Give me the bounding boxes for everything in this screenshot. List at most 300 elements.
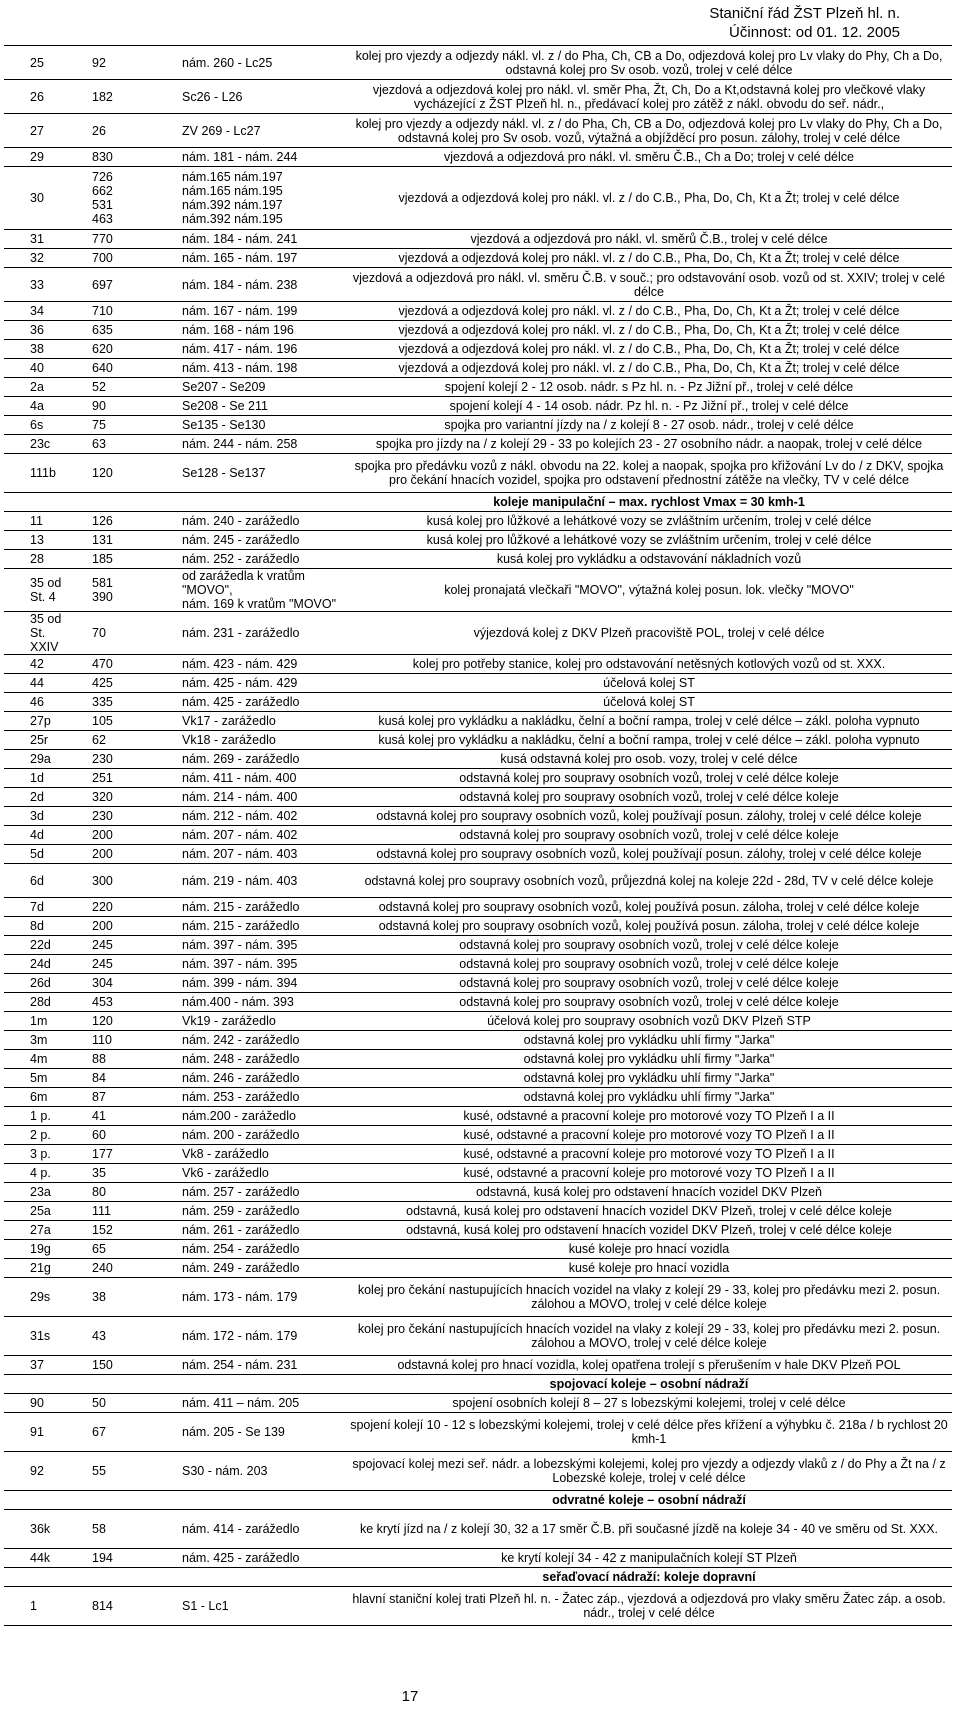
length-cell: 581 390 [66,569,152,612]
purpose-cell: spojka pro jízdy na / z kolejí 29 - 33 po kolejích 23 - 27 osobního nádr. a naopak, trolej v celé délce [346,435,952,454]
length-cell: 52 [66,378,152,397]
purpose-cell: kolej pro vjezdy a odjezdy nákl. vl. z / do Pha, Ch, CB a Do, odjezdová kolej pro Lv vlaky do Phy, Ch a Do, odstavná kolej pro Sv osob. vozů, trolej v celé délce [346,46,952,80]
range-cell: nám. 411 – nám. 205 [152,1394,346,1413]
purpose-cell: kusé, odstavné a pracovní koleje pro motorové vozy TO Plzeň I a II [346,1107,952,1126]
table-row [4,167,952,230]
length-cell: 62 [66,731,152,750]
length-cell: 425 [66,674,152,693]
purpose-cell: vjezdová a odjezdová kolej pro nákl. vl. z / do C.B., Pha, Do, Ch, Kt a Žt; trolej v celé délce [346,359,952,378]
length-cell: 111 [66,1202,152,1221]
length-cell: 335 [66,693,152,712]
table-row [4,1183,952,1202]
range-cell: nám. 254 - zarážedlo [152,1240,346,1259]
track-number-cell: 21g [4,1259,66,1278]
range-cell: nám. 423 - nám. 429 [152,655,346,674]
range-cell: nám. 254 - nám. 231 [152,1356,346,1375]
track-table [4,45,952,1626]
table-row [4,80,952,114]
purpose-cell: odstavná kolej pro soupravy osobních vozů, trolej v celé délce koleje [346,993,952,1012]
purpose-cell: odstavná kolej pro vykládku uhlí firmy "Jarka" [346,1050,952,1069]
track-number-cell: 90 [4,1394,66,1413]
track-number-cell: 5d [4,845,66,864]
range-cell: Se128 - Se137 [152,454,346,493]
section-spacer [4,1568,346,1587]
range-cell: nám. 214 - nám. 400 [152,788,346,807]
track-number-cell: 28 [4,550,66,569]
length-cell: 38 [66,1278,152,1317]
track-number-cell: 29 [4,148,66,167]
purpose-cell: kusé koleje pro hnací vozidla [346,1240,952,1259]
length-cell: 230 [66,807,152,826]
length-cell: 58 [66,1510,152,1549]
range-cell: nám. 413 - nám. 198 [152,359,346,378]
purpose-cell: odstavná kolej pro soupravy osobních vozů, průjezdná kolej na koleje 22d - 28d, TV v celé délce koleje [346,864,952,898]
purpose-cell: kusá kolej pro lůžkové a lehátkové vozy se zvláštním určením, trolej v celé délce [346,512,952,531]
length-cell: 65 [66,1240,152,1259]
table-row [4,1259,952,1278]
track-number-cell: 23a [4,1183,66,1202]
length-cell: 245 [66,936,152,955]
purpose-cell: vjezdová a odjezdová pro nákl. vl. směru Č.B. v souč.; pro odstavování osob. vozů od st. XXIV; trolej v celé délce [346,268,952,302]
range-cell: nám. 248 - zarážedlo [152,1050,346,1069]
range-cell: nám. 168 - nám 196 [152,321,346,340]
purpose-cell: odstavná kolej pro hnací vozidla, kolej opatřena trolejí s přerušením v hale DKV Plzeň POL [346,1356,952,1375]
table-row [4,1050,952,1069]
table-row [4,731,952,750]
length-cell: 251 [66,769,152,788]
range-cell: nám. 205 - Se 139 [152,1413,346,1452]
table-row [4,1413,952,1452]
purpose-cell: odstavná, kusá kolej pro odstavení hnacích vozidel DKV Plzeň, trolej v celé délce koleje [346,1202,952,1221]
range-cell: nám. 181 - nám. 244 [152,148,346,167]
section-spacer [4,1375,346,1394]
purpose-cell: vjezdová a odjezdová pro nákl. vl. směrů Č.B., trolej v celé délce [346,230,952,249]
purpose-cell: ke krytí jízd na / z kolejí 30, 32 a 17 směr Č.B. při současné jízdě na koleje 34 - 40 ve směru od St. XXX. [346,1510,952,1549]
range-cell: nám. 215 - zarážedlo [152,917,346,936]
track-number-cell: 29s [4,1278,66,1317]
table-row [4,1145,952,1164]
track-number-cell: 34 [4,302,66,321]
length-cell: 120 [66,454,152,493]
length-cell: 105 [66,712,152,731]
table-row [4,807,952,826]
length-cell: 453 [66,993,152,1012]
track-number-cell: 44k [4,1549,66,1568]
range-cell: nám. 417 - nám. 196 [152,340,346,359]
table-row [4,864,952,898]
track-number-cell: 11 [4,512,66,531]
track-number-cell: 4m [4,1050,66,1069]
purpose-cell: odstavná kolej pro soupravy osobních vozů, kolej používají posun. zálohy, trolej v celé délce koleje [346,845,952,864]
purpose-cell: kusé koleje pro hnací vozidla [346,1259,952,1278]
range-cell: nám. 397 - nám. 395 [152,955,346,974]
length-cell: 304 [66,974,152,993]
length-cell: 126 [66,512,152,531]
purpose-cell: odstavná kolej pro soupravy osobních vozů, trolej v celé délce koleje [346,955,952,974]
range-cell: nám. 219 - nám. 403 [152,864,346,898]
range-cell: nám. 425 - zarážedlo [152,693,346,712]
length-cell: 182 [66,80,152,114]
purpose-cell: kusá odstavná kolej pro osob. vozy, trolej v celé délce [346,750,952,769]
range-cell: nám. 244 - nám. 258 [152,435,346,454]
track-number-cell: 38 [4,340,66,359]
track-number-cell: 27 [4,114,66,148]
table-row [4,1452,952,1491]
range-cell: nám. 252 - zarážedlo [152,550,346,569]
range-cell: nám. 200 - zarážedlo [152,1126,346,1145]
range-cell: Se135 - Se130 [152,416,346,435]
length-cell: 700 [66,249,152,268]
table-row [4,936,952,955]
track-number-cell: 4a [4,397,66,416]
range-cell: Vk19 - zarážedlo [152,1012,346,1031]
table-row [4,1069,952,1088]
length-cell: 710 [66,302,152,321]
track-number-cell: 37 [4,1356,66,1375]
purpose-cell: vjezdová a odjezdová kolej pro nákl. vl. z / do C.B., Pha, Do, Ch, Kt a Žt; trolej v celé délce [346,302,952,321]
track-number-cell: 6s [4,416,66,435]
table-row [4,674,952,693]
section-heading: odvratné koleje – osobní nádraží [346,1491,952,1510]
length-cell: 60 [66,1126,152,1145]
range-cell: nám. 399 - nám. 394 [152,974,346,993]
track-number-cell: 27a [4,1221,66,1240]
table-row [4,359,952,378]
length-cell: 90 [66,397,152,416]
track-number-cell: 111b [4,454,66,493]
purpose-cell: odstavná kolej pro vykládku uhlí firmy "Jarka" [346,1031,952,1050]
range-cell: nám. 411 - nám. 400 [152,769,346,788]
table-row [4,550,952,569]
range-cell: nám. 215 - zarážedlo [152,898,346,917]
range-cell: nám. 242 - zarážedlo [152,1031,346,1050]
table-row [4,788,952,807]
length-cell: 70 [66,612,152,655]
track-number-cell: 5m [4,1069,66,1088]
length-cell: 75 [66,416,152,435]
purpose-cell: kusá kolej pro vykládku a nakládku, čelní a boční rampa, trolej v celé délce – zákl. poloha vypnuto [346,712,952,731]
purpose-cell: spojka pro variantní jízdy na / z kolejí 8 - 27 osob. nádr., trolej v celé délce [346,416,952,435]
range-cell: Sc26 - L26 [152,80,346,114]
track-number-cell: 92 [4,1452,66,1491]
purpose-cell: odstavná kolej pro soupravy osobních vozů, kolej používají posun. zálohy, trolej v celé délce koleje [346,807,952,826]
length-cell: 470 [66,655,152,674]
purpose-cell: kusé, odstavné a pracovní koleje pro motorové vozy TO Plzeň I a II [346,1145,952,1164]
table-row [4,1278,952,1317]
range-cell: ZV 269 - Lc27 [152,114,346,148]
track-number-cell: 7d [4,898,66,917]
track-number-cell: 42 [4,655,66,674]
range-cell: nám. 397 - nám. 395 [152,936,346,955]
table-row [4,249,952,268]
track-number-cell: 31s [4,1317,66,1356]
track-number-cell: 25a [4,1202,66,1221]
range-cell: nám. 172 - nám. 179 [152,1317,346,1356]
table-row [4,826,952,845]
range-cell: S30 - nám. 203 [152,1452,346,1491]
length-cell: 84 [66,1069,152,1088]
purpose-cell: spojka pro předávku vozů z nákl. obvodu na 22. kolej a naopak, spojka pro křižování Lv do / z DKV, spojka pro čekání hnacích vozidel, spojka pro odstavení přednostní zátěže na vlečky, TV v celé délce [346,454,952,493]
length-cell: 41 [66,1107,152,1126]
track-number-cell: 27p [4,712,66,731]
range-cell: S1 - Lc1 [152,1587,346,1626]
table-row [4,1587,952,1626]
purpose-cell: odstavná kolej pro soupravy osobních vozů, trolej v celé délce koleje [346,788,952,807]
track-number-cell: 22d [4,936,66,955]
length-cell: 620 [66,340,152,359]
table-row [4,898,952,917]
purpose-cell: účelová kolej ST [346,693,952,712]
length-cell: 240 [66,1259,152,1278]
section-heading-row [4,1375,952,1394]
track-number-cell: 25r [4,731,66,750]
purpose-cell: vjezdová a odjezdová kolej pro nákl. vl. z / do C.B., Pha, Do, Ch, Kt a Žt; trolej v celé délce [346,249,952,268]
section-spacer [4,493,346,512]
table-row [4,974,952,993]
section-heading: koleje manipulační – max. rychlost Vmax = 30 kmh-1 [346,493,952,512]
length-cell: 726 662 531 463 [66,167,152,230]
length-cell: 830 [66,148,152,167]
purpose-cell: odstavná kolej pro soupravy osobních vozů, trolej v celé délce koleje [346,769,952,788]
table-row [4,1394,952,1413]
purpose-cell: odstavná kolej pro vykládku uhlí firmy "Jarka" [346,1069,952,1088]
length-cell: 640 [66,359,152,378]
range-cell: nám. 207 - nám. 402 [152,826,346,845]
track-number-cell: 44 [4,674,66,693]
table-row [4,416,952,435]
length-cell: 200 [66,845,152,864]
length-cell: 814 [66,1587,152,1626]
track-number-cell: 13 [4,531,66,550]
table-row [4,1317,952,1356]
table-row [4,1012,952,1031]
length-cell: 63 [66,435,152,454]
track-number-cell: 3d [4,807,66,826]
track-number-cell: 25 [4,46,66,80]
track-number-cell: 35 od St. XXIV [4,612,66,655]
length-cell: 300 [66,864,152,898]
purpose-cell: vjezdová a odjezdová kolej pro nákl. vl. z / do C.B., Pha, Do, Ch, Kt a Žt; trolej v celé délce [346,167,952,230]
length-cell: 200 [66,917,152,936]
track-number-cell: 26d [4,974,66,993]
table-row [4,340,952,359]
track-number-cell: 32 [4,249,66,268]
track-number-cell: 46 [4,693,66,712]
track-number-cell: 24d [4,955,66,974]
range-cell: nám. 207 - nám. 403 [152,845,346,864]
purpose-cell: kolej pro čekání nastupujících hnacích vozidel na vlaky z kolejí 29 - 33, kolej pro předávku mezi 2. posun. zálohou a MOVO, trolej v celé délce koleje [346,1317,952,1356]
document-header [709,4,900,42]
page-number: 17 [401,1688,419,1705]
header-effective-date: Účinnost: od 01. 12. 2005 [729,24,900,41]
purpose-cell: účelová kolej ST [346,674,952,693]
purpose-cell: vjezdová a odjezdová kolej pro nákl. vl. směr Pha, Žt, Ch, Do a Kt,odstavná kolej pro vlečkové vlaky vycházející z ŽST Plzeň hl. n., předávací kolej pro zátěž z nákl. obvodu do seř. nádr., [346,80,952,114]
range-cell: nám.200 - zarážedlo [152,1107,346,1126]
table-row [4,769,952,788]
length-cell: 220 [66,898,152,917]
table-row [4,1107,952,1126]
length-cell: 194 [66,1549,152,1568]
track-number-cell: 4d [4,826,66,845]
range-cell: nám. 184 - nám. 238 [152,268,346,302]
length-cell: 88 [66,1050,152,1069]
purpose-cell: spojení kolejí 2 - 12 osob. nádr. s Pz hl. n. - Pz Jižní př., trolej v celé délce [346,378,952,397]
length-cell: 770 [66,230,152,249]
length-cell: 26 [66,114,152,148]
table-row [4,655,952,674]
range-cell: nám. 249 - zarážedlo [152,1259,346,1278]
range-cell: nám. 261 - zarážedlo [152,1221,346,1240]
range-cell: nám. 246 - zarážedlo [152,1069,346,1088]
section-heading-row [4,1491,952,1510]
purpose-cell: spojovací kolej mezi seř. nádr. a lobezskými kolejemi, kolej pro vjezdy a odjezdy vlaků z / do Phy a Žt na / z Lobezské koleje, trolej v celé délce [346,1452,952,1491]
range-cell: nám. 260 - Lc25 [152,46,346,80]
range-cell: nám. 165 - nám. 197 [152,249,346,268]
purpose-cell: spojení kolejí 4 - 14 osob. nádr. Pz hl. n. - Pz Jižní př., trolej v celé délce [346,397,952,416]
track-number-cell: 2d [4,788,66,807]
table-row [4,435,952,454]
purpose-cell: účelová kolej pro soupravy osobních vozů DKV Plzeň STP [346,1012,952,1031]
table-row [4,1510,952,1549]
table-row [4,397,952,416]
track-number-cell: 8d [4,917,66,936]
table-row [4,712,952,731]
range-cell: nám. 269 - zarážedlo [152,750,346,769]
track-number-cell: 31 [4,230,66,249]
track-number-cell: 26 [4,80,66,114]
section-heading: seřaďovací nádraží: koleje dopravní [346,1568,952,1587]
range-cell: nám. 253 - zarážedlo [152,1088,346,1107]
purpose-cell: spojení kolejí 10 - 12 s lobezskými kolejemi, trolej v celé délce přes křížení a výhybku č. 218a / b rychlost 20 kmh-1 [346,1413,952,1452]
track-number-cell: 6m [4,1088,66,1107]
length-cell: 67 [66,1413,152,1452]
table-row [4,693,952,712]
purpose-cell: kusé, odstavné a pracovní koleje pro motorové vozy TO Plzeň I a II [346,1164,952,1183]
table-row [4,1088,952,1107]
track-number-cell: 36k [4,1510,66,1549]
table-row [4,1221,952,1240]
table-row [4,993,952,1012]
range-cell: nám. 425 - zarážedlo [152,1549,346,1568]
track-number-cell: 2a [4,378,66,397]
table-row [4,917,952,936]
purpose-cell: odstavná, kusá kolej pro odstavení hnacích vozidel DKV Plzeň, trolej v celé délce koleje [346,1221,952,1240]
purpose-cell: kusá kolej pro vykládku a odstavování nákladních vozů [346,550,952,569]
purpose-cell: odstavná kolej pro soupravy osobních vozů, trolej v celé délce koleje [346,936,952,955]
length-cell: 152 [66,1221,152,1240]
range-cell: nám. 231 - zarážedlo [152,612,346,655]
table-row [4,1031,952,1050]
track-number-cell: 1 [4,1587,66,1626]
range-cell: Vk8 - zarážedlo [152,1145,346,1164]
section-heading: spojovací koleje – osobní nádraží [346,1375,952,1394]
length-cell: 35 [66,1164,152,1183]
purpose-cell: kolej pro potřeby stanice, kolej pro odstavování netěsných kotlových vozů od st. XXX. [346,655,952,674]
length-cell: 185 [66,550,152,569]
range-cell: nám. 184 - nám. 241 [152,230,346,249]
length-cell: 55 [66,1452,152,1491]
range-cell: Vk6 - zarážedlo [152,1164,346,1183]
table-row [4,1126,952,1145]
section-heading-row [4,1568,952,1587]
purpose-cell: vjezdová a odjezdová pro nákl. vl. směru Č.B., Ch a Do; trolej v celé délce [346,148,952,167]
range-cell: Vk17 - zarážedlo [152,712,346,731]
section-heading-row [4,493,952,512]
table-row [4,302,952,321]
length-cell: 635 [66,321,152,340]
track-number-cell: 33 [4,268,66,302]
track-number-cell: 91 [4,1413,66,1452]
table-row [4,1164,952,1183]
table-row [4,378,952,397]
purpose-cell: hlavní staniční kolej trati Plzeň hl. n. - Žatec záp., vjezdová a odjezdová pro vlaky směru Žatec záp. a osob. nádr., trolej v celé délce [346,1587,952,1626]
table-row [4,454,952,493]
range-cell: Se208 - Se 211 [152,397,346,416]
track-number-cell: 1 p. [4,1107,66,1126]
track-number-cell: 1d [4,769,66,788]
range-cell: nám. 167 - nám. 199 [152,302,346,321]
table-row [4,148,952,167]
length-cell: 200 [66,826,152,845]
track-number-cell: 3m [4,1031,66,1050]
table-row [4,114,952,148]
track-number-cell: 36 [4,321,66,340]
track-number-cell: 19g [4,1240,66,1259]
range-cell: nám. 414 - zarážedlo [152,1510,346,1549]
table-row [4,1240,952,1259]
range-cell: nám. 212 - nám. 402 [152,807,346,826]
purpose-cell: odstavná kolej pro vykládku uhlí firmy "Jarka" [346,1088,952,1107]
table-row [4,955,952,974]
track-number-cell: 29a [4,750,66,769]
purpose-cell: ke krytí kolejí 34 - 42 z manipulačních kolejí ST Plzeň [346,1549,952,1568]
length-cell: 92 [66,46,152,80]
header-title: Staniční řád ŽST Plzeň hl. n. [709,5,900,22]
range-cell: Vk18 - zarážedlo [152,731,346,750]
purpose-cell: kusá kolej pro lůžkové a lehátkové vozy se zvláštním určením, trolej v celé délce [346,531,952,550]
purpose-cell: kolej pro čekání nastupujících hnacích vozidel na vlaky z kolejí 29 - 33, kolej pro předávku mezi 2. posun. zálohou a MOVO, trolej v celé délce koleje [346,1278,952,1317]
length-cell: 80 [66,1183,152,1202]
purpose-cell: vjezdová a odjezdová kolej pro nákl. vl. z / do C.B., Pha, Do, Ch, Kt a Žt; trolej v celé délce [346,321,952,340]
track-number-cell: 23c [4,435,66,454]
track-number-cell: 35 od St. 4 [4,569,66,612]
purpose-cell: odstavná, kusá kolej pro odstavení hnacích vozidel DKV Plzeň [346,1183,952,1202]
table-row [4,230,952,249]
purpose-cell: vjezdová a odjezdová kolej pro nákl. vl. z / do C.B., Pha, Do, Ch, Kt a Žt; trolej v celé délce [346,340,952,359]
length-cell: 245 [66,955,152,974]
range-cell: nám. 245 - zarážedlo [152,531,346,550]
table-row [4,268,952,302]
table-row [4,612,952,655]
length-cell: 320 [66,788,152,807]
table-row [4,46,952,80]
track-number-cell: 3 p. [4,1145,66,1164]
length-cell: 87 [66,1088,152,1107]
length-cell: 230 [66,750,152,769]
table-row [4,569,952,612]
range-cell: od zarážedla k vratům "MOVO", nám. 169 k vratům "MOVO" [152,569,346,612]
length-cell: 150 [66,1356,152,1375]
range-cell: Se207 - Se209 [152,378,346,397]
table-row [4,845,952,864]
track-number-cell: 6d [4,864,66,898]
track-number-cell: 30 [4,167,66,230]
track-number-cell: 4 p. [4,1164,66,1183]
range-cell: nám. 259 - zarážedlo [152,1202,346,1221]
range-cell: nám. 425 - nám. 429 [152,674,346,693]
table-row [4,321,952,340]
purpose-cell: kusá kolej pro vykládku a nakládku, čelní a boční rampa, trolej v celé délce – zákl. poloha vypnuto [346,731,952,750]
